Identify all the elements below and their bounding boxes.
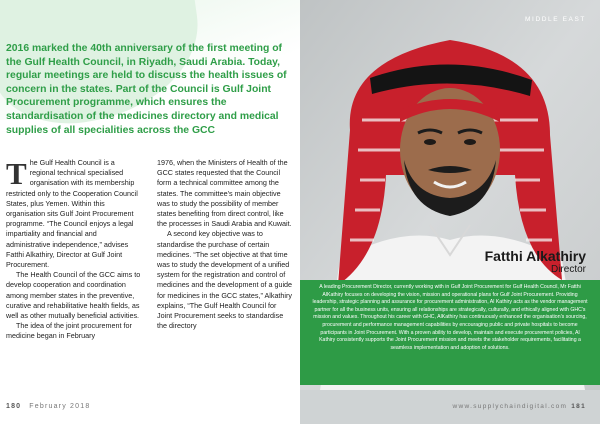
issue-date: February 2018 xyxy=(29,403,91,410)
column-1-paragraph-3: The idea of the joint procurement for medicine began in February xyxy=(6,321,132,341)
column-1-paragraph-1 xyxy=(6,158,142,270)
column-1-paragraph-2: The Health Council of the GCC aims to develop cooperation and coordination among member states in the preventive, curative and rehabilitative health fields, as well as other mutually beneficial activities. xyxy=(6,270,141,321)
right-eye xyxy=(464,139,476,145)
drop-cap: T xyxy=(6,156,27,191)
bio-box xyxy=(300,280,600,385)
intro-paragraph: 2016 marked the 40th anniversary of the first meeting of the Gulf Health Council, in Riyadh, Saudi Arabia. Today, regular meetings are held to discuss the health issues of concern in the states. Part of the Council is Gulf Joint Procurement programme, which ensures the standardisation of the medicines directory and medical supplies of all specialities across the GCC xyxy=(6,43,287,136)
right-page xyxy=(300,0,600,424)
person-role: Director xyxy=(550,264,586,275)
body-column-2 xyxy=(157,158,293,331)
bio-text: A leading Procurement Director, currently working with in Gulf Joint Procurement for Gulf Health Council, Mr Fatthi AlKathiry focuses on developing the vision, mission and operational plans for Gulf Joint Procurement. Providing leadership, strategic planning and assurance for procurement administration, Al Kathiry acts as the vendor management partner for all the business units, ensuring all relationships are strategically, culturally, and ethically aligned with GHC’s mission and values. Throughout his career with GHC, AlKathiry has continuously enhanced the organisation’s sourcing, procurement and performance management capabilities by encouraging public and private hospitals to become participants in Joint Procurement. With a proven ability to develop, maintain and execute procurement policies, Al Kathiry consistently supports the Joint Procurement mission and meets the stakeholder requirements, facilitating a seamless implementation and adoption of solutions. xyxy=(312,284,588,351)
section-label: MIDDLE EAST xyxy=(525,16,586,23)
left-footer xyxy=(6,403,90,410)
body-column-1 xyxy=(6,158,142,342)
page-number-left: 180 xyxy=(6,403,22,410)
left-eye xyxy=(424,139,436,145)
column-2-paragraph-2: A second key objective was to standardise the purchase of certain medicines. “The set objective at that time was to study the development of a unified system for the registration and control of medicines and the development of a guide for medicines in the GCC states,” Alkathiry explains, “The Gulf Health Council for Joint Procurement seeks to standardise the directory xyxy=(157,229,293,331)
column-2-paragraph-1: 1976, when the Ministers of Health of the GCC states requested that the Council form a technical committee among the states. The committee’s main objective was to study the possibility of member states benefiting from direct control, like the processes in Saudi Arabia and Kuwait. xyxy=(157,158,292,229)
person-name: Fatthi Alkathiry xyxy=(484,248,586,264)
right-footer xyxy=(453,403,586,410)
column-1-text-1: he Gulf Health Council is a regional technical specialised organisation with its membership restricted only to the Cooperation Council States, plus Yemen. Within this organisation sits Gulf Joint Procurement programme. “The Council enjoys a legal impartiality and financial and administrative independence,” advises Fatthi Alkathiry, Director at Gulf Joint Procurement. xyxy=(6,158,138,270)
page-number-right: 181 xyxy=(571,403,586,410)
website-url[interactable]: www.supplychaindigital.com xyxy=(452,403,568,410)
